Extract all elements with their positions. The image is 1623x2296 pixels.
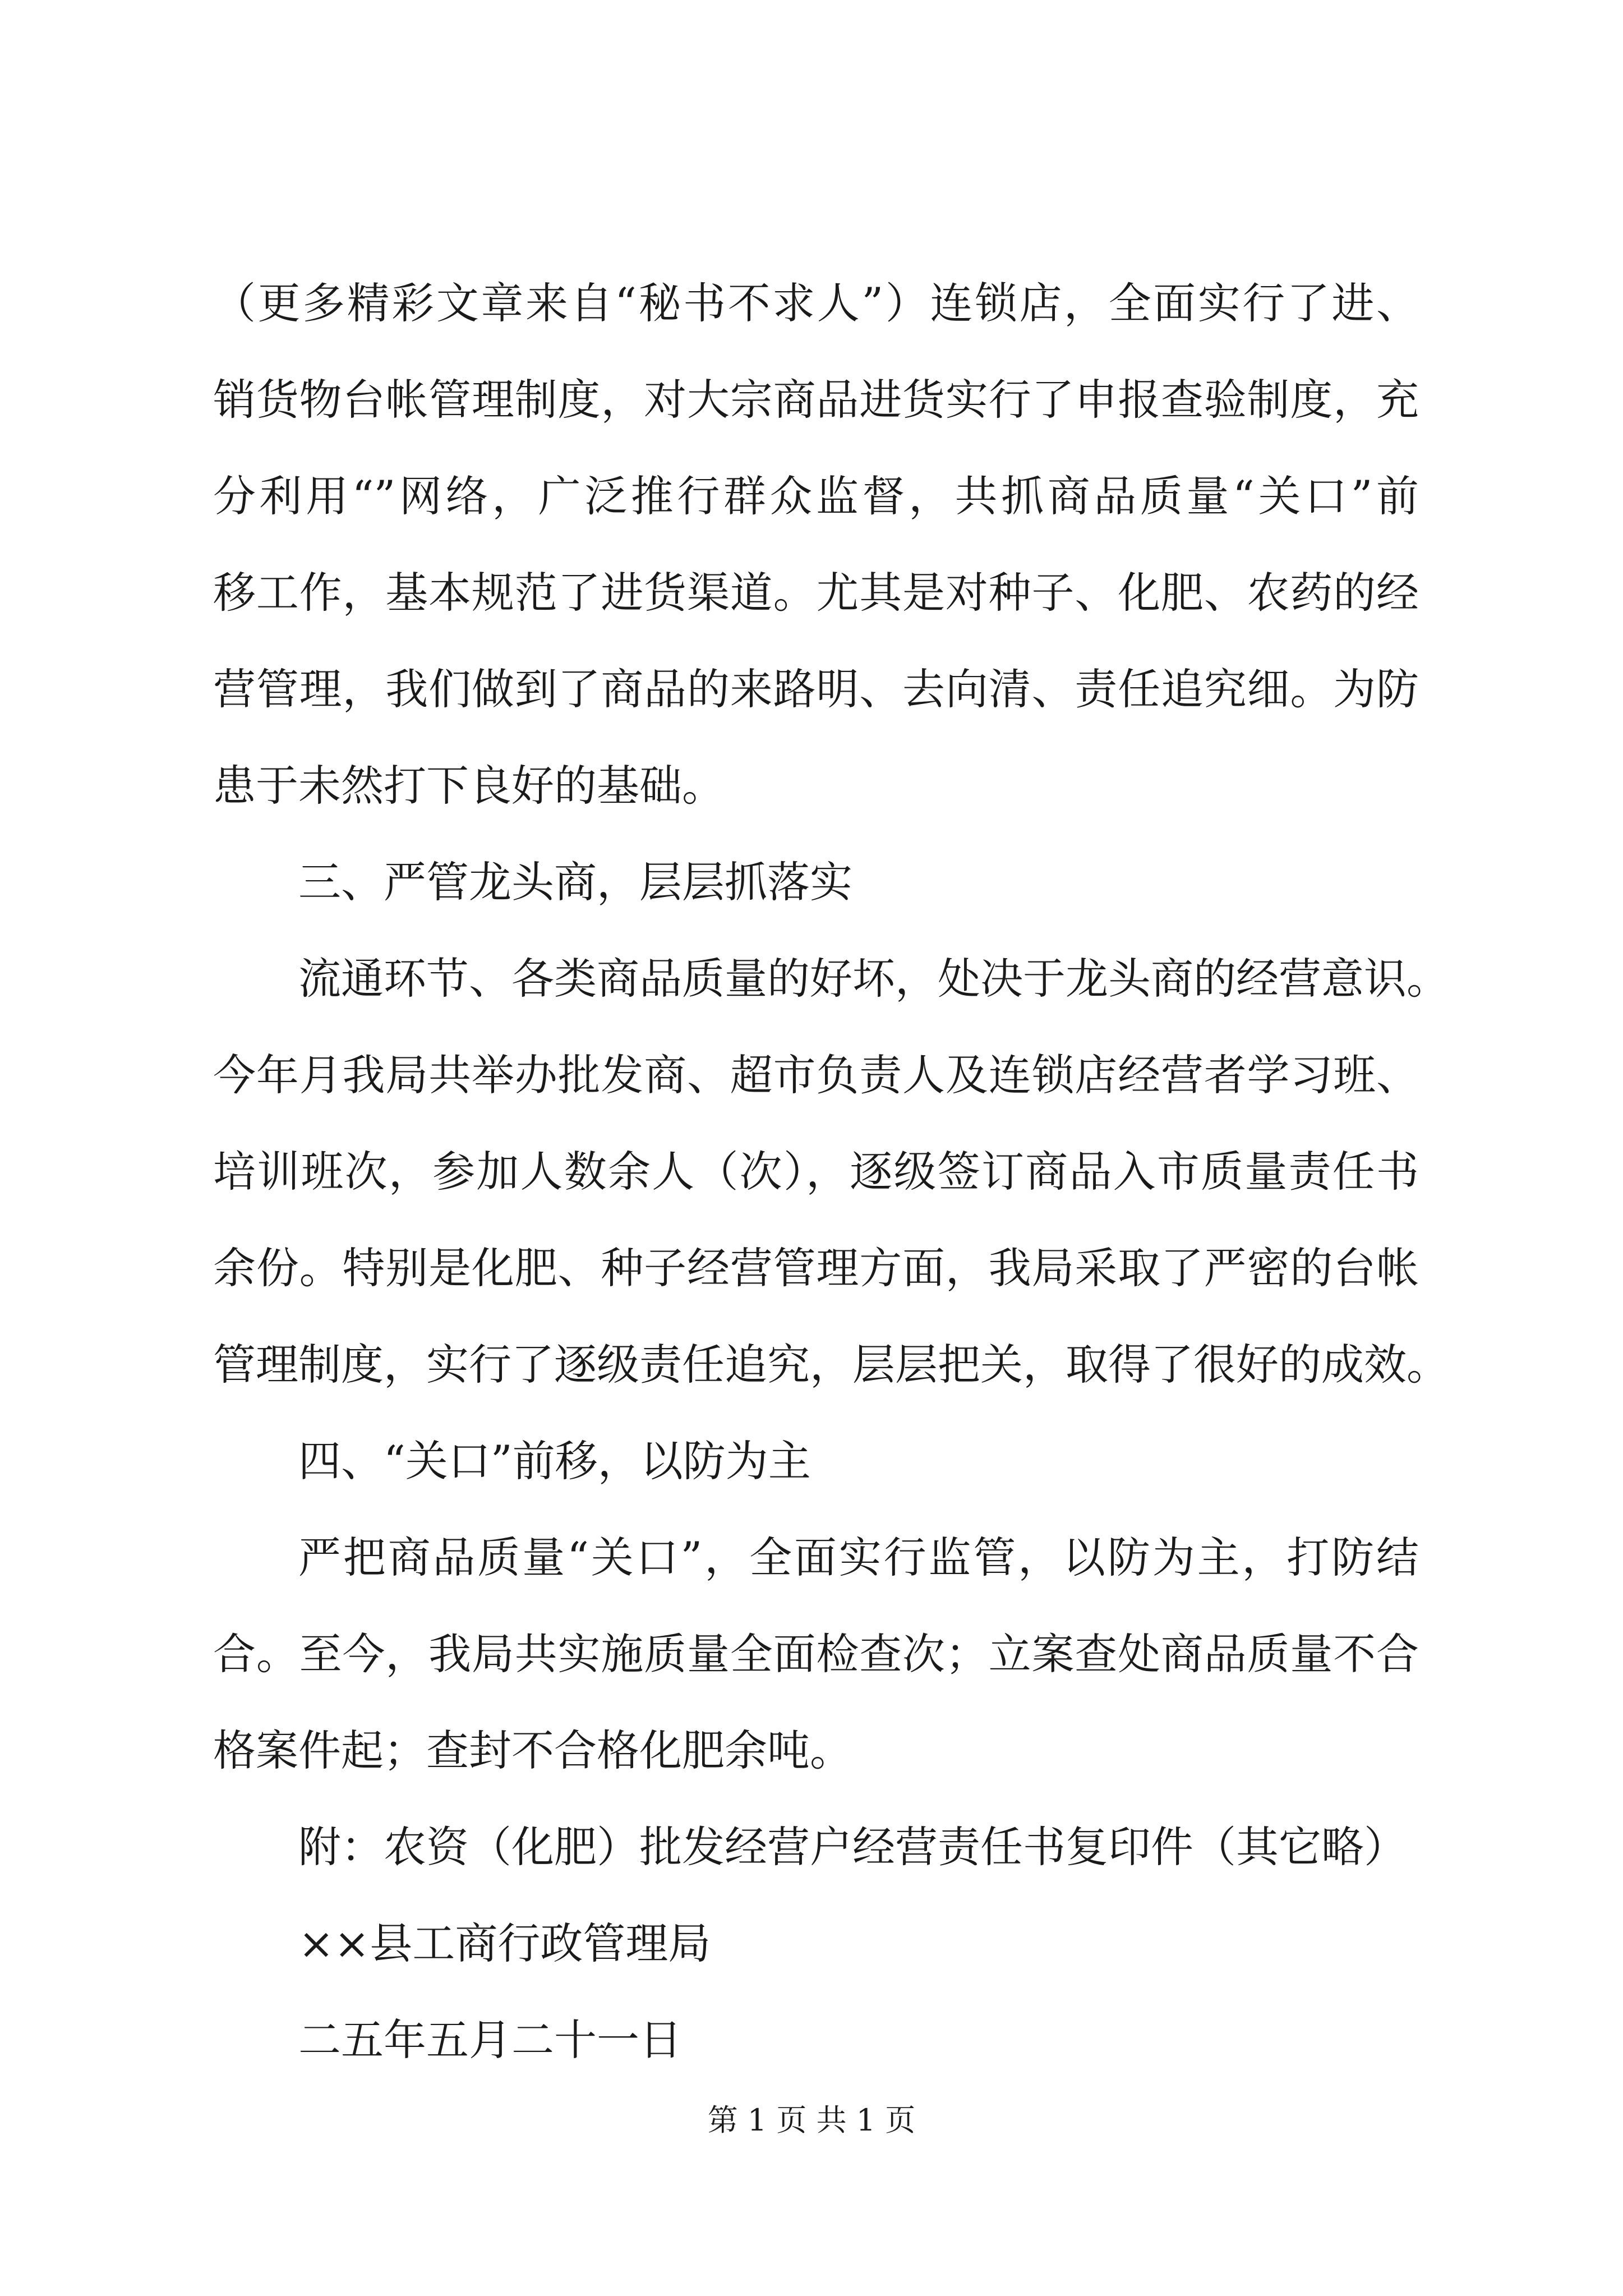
- section-heading: 四、“关口”前移，以防为主: [298, 1436, 811, 1486]
- paragraph-line: 患于未然打下良好的基础。: [213, 761, 725, 811]
- paragraph-line: （更多精彩文章来自“秘书不求人”）连锁店，全面实行了进、: [213, 278, 1419, 328]
- paragraph-line: 流通环节、各类商品质量的好坏，处决于龙头商的经营意识。: [298, 954, 1449, 1004]
- paragraph-line: 分利用“”网络，广泛推行群众监督，共抓商品质量“关口”前: [213, 471, 1419, 521]
- paragraph-line: 格案件起；查封不合格化肥余吨。: [213, 1726, 852, 1775]
- section-heading: 三、严管龙头商，层层抓落实: [298, 857, 852, 907]
- paragraph-line: 管理制度，实行了逐级责任追究，层层把关，取得了很好的成效。: [213, 1340, 1449, 1389]
- document-body: [213, 255, 1449, 2088]
- page-number-label: 第 1 页 共 1 页: [707, 2102, 916, 2138]
- paragraph-line: 移工作，基本规范了进货渠道。尤其是对种子、化肥、农药的经: [213, 568, 1419, 618]
- issuer-name: ××县工商行政管理局: [298, 1918, 711, 1968]
- issue-date: 二五年五月二十一日: [298, 2015, 682, 2065]
- paragraph-line: 严把商品质量“关口”，全面实行监管，以防为主，打防结: [298, 1533, 1419, 1582]
- paragraph-line: 合。至今，我局共实施质量全面检查次；立案查处商品质量不合: [213, 1629, 1419, 1679]
- attachment-note: 附：农资（化肥）批发经营户经营责任书复印件（其它略）: [298, 1822, 1407, 1872]
- paragraph-line: 培训班次，参加人数余人（次），逐级签订商品入市质量责任书: [213, 1147, 1419, 1197]
- page-footer: [0, 2098, 1623, 2143]
- paragraph-line: 余份。特别是化肥、种子经营管理方面，我局采取了严密的台帐: [213, 1243, 1419, 1293]
- paragraph-line: 今年月我局共举办批发商、超市负责人及连锁店经营者学习班、: [213, 1050, 1419, 1100]
- paragraph-line: 销货物台帐管理制度，对大宗商品进货实行了申报查验制度，充: [213, 375, 1419, 425]
- paragraph-line: 营管理，我们做到了商品的来路明、去向清、责任追究细。为防: [213, 664, 1419, 714]
